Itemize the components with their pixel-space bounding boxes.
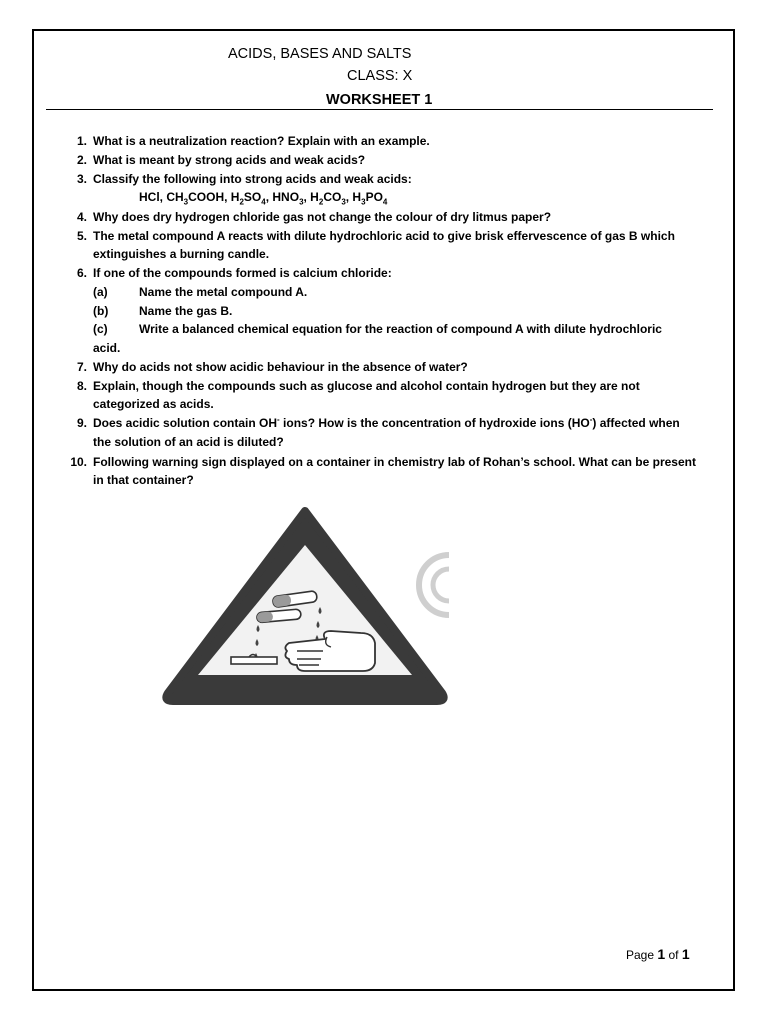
header-divider — [46, 109, 713, 110]
worksheet-title: ACIDS, BASES AND SALTS — [228, 46, 412, 62]
worksheet-number: WORKSHEET 1 — [326, 92, 433, 108]
page-number: Page 1 of 1 — [626, 946, 690, 962]
corrosive-warning-sign-icon — [155, 497, 455, 707]
class-label: CLASS: X — [347, 68, 413, 84]
